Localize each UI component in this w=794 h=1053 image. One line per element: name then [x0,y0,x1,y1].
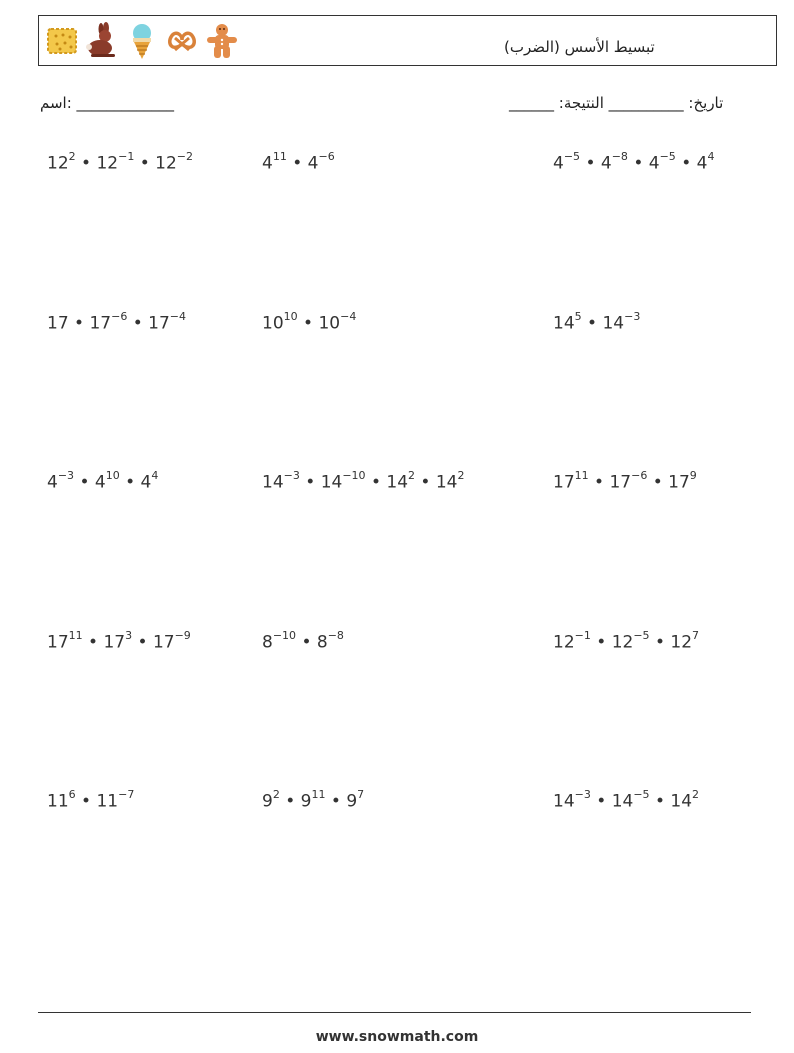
worksheet-header [38,15,777,66]
pretzel-icon [165,22,199,60]
problem-11: $8^{-10}$ • $8^{-8}$ [262,629,344,653]
problem-13: $11^6$ • $11^{-7}$ [47,788,135,812]
problem-8: $14^{-3}$ • $14^{-10}$ • $14^2$ • $14^2$ [262,469,465,493]
cracker-icon [45,22,79,60]
name-field: اسم: _____________ [40,94,175,112]
worksheet-title: (تبسيط الأسس (الضرب [504,38,655,56]
problem-6: $14^5$ • $14^{-3}$ [553,310,641,334]
bunny-icon [85,22,119,60]
header-icons [45,22,239,60]
problem-9: $17^{11}$ • $17^{-6}$ • $17^9$ [553,469,697,493]
ice-cream-icon [125,22,159,60]
problem-12: $12^{-1}$ • $12^{-5}$ • $12^7$ [553,629,700,653]
problem-2: $4^{11}$ • $4^{-6}$ [262,150,335,174]
gingerbread-icon [205,22,239,60]
footer-url[interactable]: www.snowmath.com [315,1029,479,1045]
problem-4: 17 • $17^{-6}$ • $17^{-4}$ [47,310,187,334]
footer-divider [38,1012,751,1013]
problem-10: $17^{11}$ • $17^3$ • $17^{-9}$ [47,629,191,653]
problem-3: $4^{-5}$ • $4^{-8}$ • $4^{-5}$ • $4^4$ [553,150,715,174]
problem-5: $10^{10}$ • $10^{-4}$ [262,310,357,334]
problem-7: $4^{-3}$ • $4^{10}$ • $4^4$ [47,469,159,493]
problem-14: $9^2$ • $9^{11}$ • $9^7$ [262,788,365,812]
date-score-field: ______ :تاريخ: __________ النتيجة [509,94,724,112]
problem-1: $12^2$ • $12^{-1}$ • $12^{-2}$ [47,150,194,174]
problem-15: $14^{-3}$ • $14^{-5}$ • $14^2$ [553,788,700,812]
